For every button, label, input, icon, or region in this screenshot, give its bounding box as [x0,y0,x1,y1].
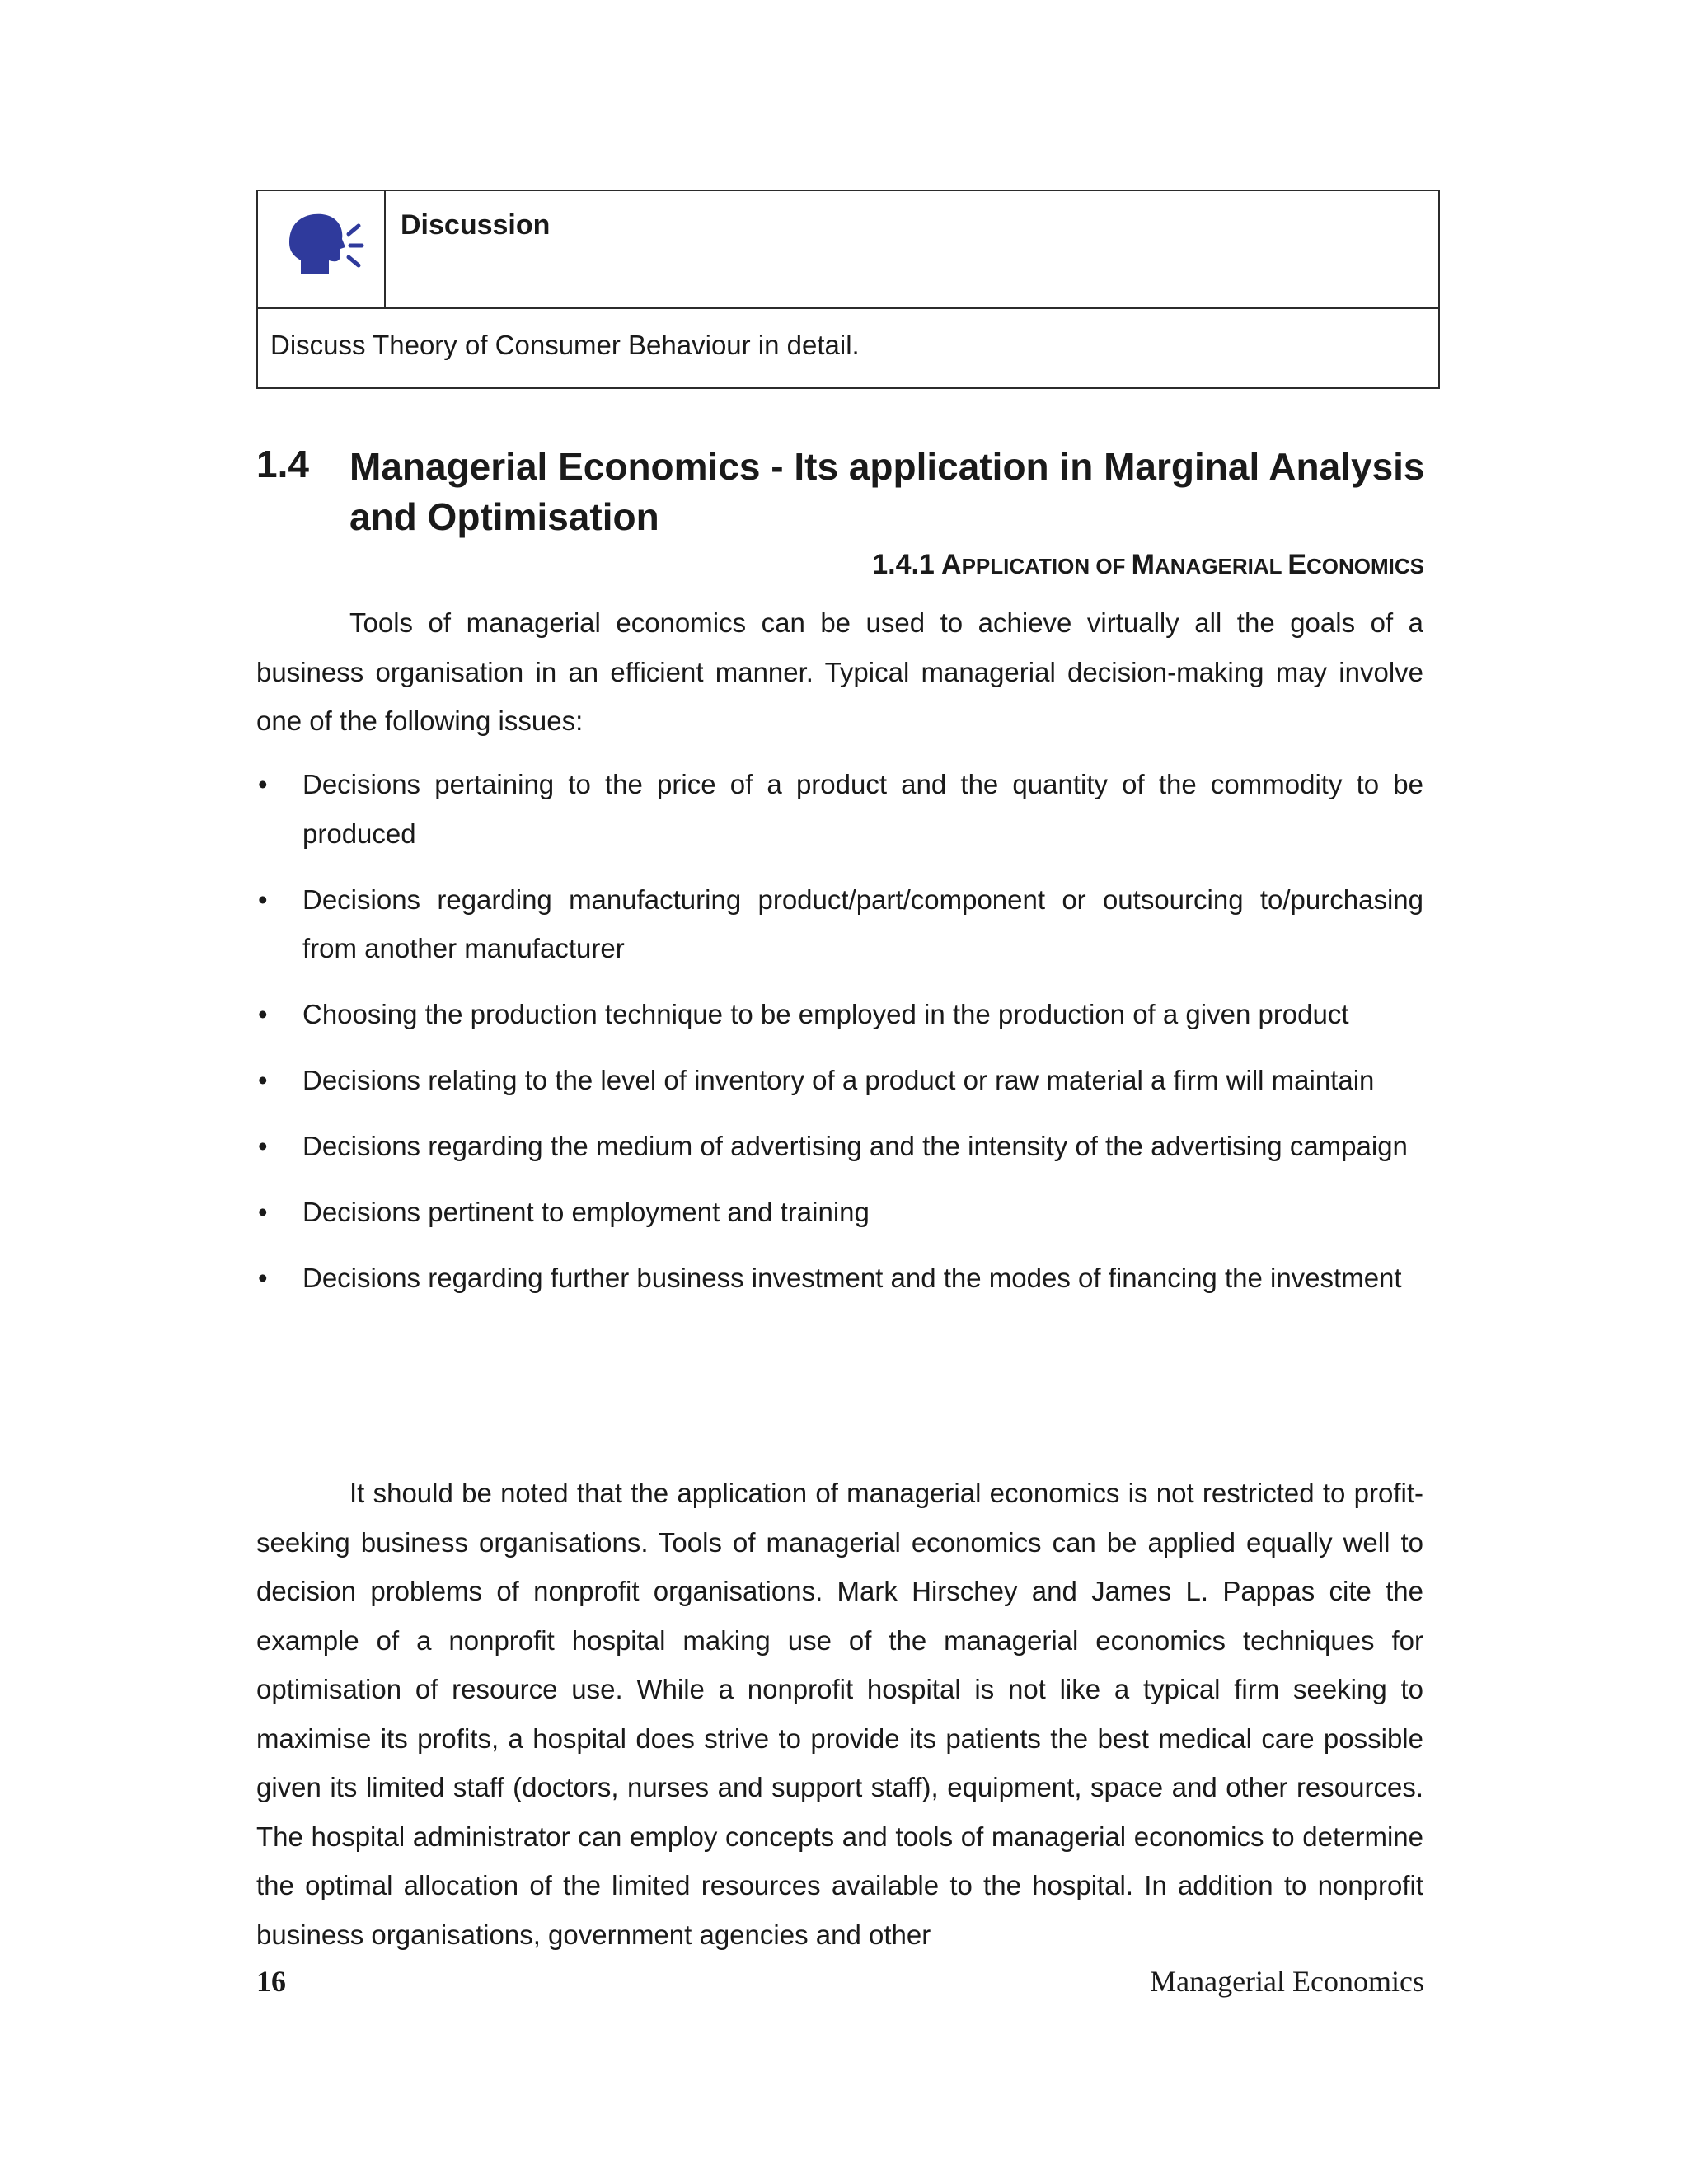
list-item-text: Choosing the production technique to be employed in the production of a given product [302,999,1349,1029]
subsection-title-part: A [941,549,962,580]
list-item-text: Decisions regarding manufacturing product/part/component or outsourcing to/purchasing from another manufacturer [302,883,1423,963]
list-item-text: Decisions pertaining to the price of a product and the quantity of the commodity to be produced [302,769,1423,849]
list-item-text: Decisions regarding further business investment and the modes of financing the investment [302,1263,1402,1293]
subsection-number: 1.4.1 [872,549,935,580]
discussion-icon-cell [258,191,386,307]
subsection-heading [872,549,1424,581]
intro-paragraph-text: Tools of managerial economics can be used to achieve virtually all the goals of a business organisation in an efficient manner. Typical managerial decision-making may involve one of the following issues: [256,607,1423,736]
section-number: 1.4 [256,443,309,485]
intro-paragraph [256,598,1423,746]
list-item: • Decisions regarding further business investment and the modes of financing the investment [258,1263,1402,1293]
list-item: • Decisions regarding the medium of advertising and the intensity of the advertising campaign [258,1131,1408,1161]
speaking-head-icon [283,209,365,284]
list-item-text: Decisions regarding the medium of advertising and the intensity of the advertising campaign [302,1131,1408,1161]
subsection-title-part: CONOMICS [1306,554,1424,579]
subsection-title-part: PPLICATION OF [961,554,1132,579]
discussion-box [256,190,1440,389]
list-item: • Decisions pertaining to the price of a product and the quantity of the commodity to be produced [258,769,1423,849]
list-item: • Decisions pertinent to employment and training [258,1197,870,1227]
list-item: • Decisions relating to the level of inventory of a product or raw material a firm will maintain [258,1065,1375,1095]
subsection-title-part: ANAGERIAL [1155,554,1288,579]
list-item-text: Decisions relating to the level of inventory of a product or raw material a firm will maintain [302,1065,1375,1095]
list-item-text: Decisions pertinent to employment and training [302,1197,870,1227]
closing-paragraph-text: It should be noted that the application of managerial economics is not restricted to profit-seeking business organisations. Tools of managerial economics can be applied equally well to decision problems of nonprofit organisations. Mark Hirschey and James L. Pappas cite the example of a nonprofit hospital making use of the managerial economics techniques for optimisation of resource use. While a nonprofit hospital is not like a typical firm seeking to maximise its profits, a hospital does strive to provide its patients the best medical care possible given its limited staff (doctors, nurses and support staff), equipment, space and other resources. The hospital administrator can employ concepts and tools of managerial economics to determine the optimal allocation of the limited resources available to the hospital. In addition to nonprofit business organisations, government agencies and other [256,1478,1423,1950]
list-item: • Decisions regarding manufacturing product/part/component or outsourcing to/purchasing from another manufacturer [258,883,1423,963]
subsection-title-part: M [1131,549,1155,580]
discussion-body: Discuss Theory of Consumer Behaviour in detail. [270,330,860,360]
discussion-header-row [258,191,1438,309]
decision-issues-list [256,760,1423,1319]
book-title: Managerial Economics [1150,1965,1424,1998]
closing-paragraph [256,1469,1423,1959]
list-item: • Choosing the production technique to be employed in the production of a given product [258,999,1349,1029]
page-number: 16 [256,1965,286,1998]
section-title: Managerial Economics - Its application in Marginal Analysis and Optimisation [349,445,1425,538]
discussion-title: Discussion [401,209,551,241]
subsection-title-part: E [1287,549,1306,580]
